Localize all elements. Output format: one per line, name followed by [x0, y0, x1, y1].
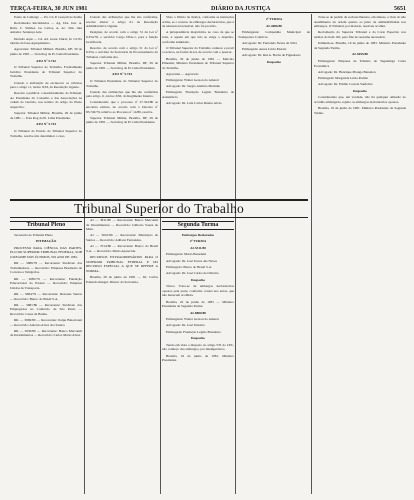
paragraph: AI-5311/80: [190, 245, 206, 250]
paragraph: O Tribunal Presidente do Tribunal Superior do Trabalho.: [86, 78, 158, 88]
column-3-bottom: [162, 218, 234, 494]
paragraph: AI-5055/80: [351, 52, 368, 57]
paragraph: Despacho: [353, 88, 367, 93]
paragraph: Resolve a publicar o desdobramento do Tribunal. Ao Presidente do Conselho e das Associações na ordem do vencido, nos termos do artigo do Pleno respectivo.: [10, 91, 82, 110]
paragraph: Despacho: [267, 59, 281, 64]
paragraph: O Tribunal Superior do Trabalho, Formalmente Jurídico Presidente do Tribunal Superior do Trabalho.: [10, 65, 82, 79]
paragraph: Advogado: Dr. Luiz Carlos Duarte Alves: [166, 101, 222, 106]
paragraph: INTIMAÇÃO: [35, 239, 57, 244]
header-page-number: 5651: [394, 6, 406, 12]
paragraph: Embargado: Banco do Brasil S.A.: [166, 264, 213, 269]
paragraph: Vistos. Trata-se de embargos declaratórios opostos pela parte, conforme consta nos autos, que não merecem acolhida.: [162, 284, 234, 298]
paragraph: Embargante: Companhia Municipal de Transportes Coletivos: [238, 30, 310, 39]
paragraph: Superior Tribunal Militar, Brasília, DF, 29 de junho de 1981 — Ivan Rog da Pt. Lima Presidente.: [86, 61, 158, 70]
paragraph: Embargante: Empresa de Trânsito de Taguatinga Caixa Econômica: [314, 58, 406, 68]
banner-title: Tribunal Superior do Trabalho: [74, 201, 244, 216]
paragraph: AI — 7014/80 — Recorrente: Banco do Brasil S.A. — Recorrido: Maria Aparecida.: [86, 244, 158, 253]
paragraph: Agravante: Tribunal Millard. Brasília, DF, 30 de junho de 1981 — Ivan Rog da Pt. Lima Presidente.: [10, 47, 82, 56]
paragraph: Usando das atribuições que lhe são conferidas pelo artigo 11, inciso XXI, do Regimento Interno.: [86, 89, 158, 99]
paragraph: Advogado: Dr. Henrique Pitanga Benadon: [318, 69, 376, 74]
paragraph: Tribunal Pleno: [10, 221, 82, 230]
paragraph: Intimem-se. Brasília, 16 de junho de 1981. Ministro Presidente da Segunda Turma.: [314, 41, 406, 50]
paragraph: O Tribunal Superior do Trabalho conhece e provê o recurso, na forma da lei, de acordo com o parecer.: [162, 45, 234, 55]
paragraph: Resolve, de acordo com o artigo 31 da Lei nº 6.354, o servidor da Secretaria de Processamento do Tribunal, conforme Ato.: [86, 45, 158, 59]
paragraph: Trata-se de pedido de esclarecimentos, em síntese, a vista do não atendimento de ordem quanto ao juízo de admissibilidade nos embargos. O Tribunal, por maioria, resolveu acolher.: [314, 15, 406, 29]
paragraph: Usando a atribuição de esclarecer os cálculos para o artigo 11, inciso XXI, da Resolução vigente.: [10, 80, 82, 90]
paragraph: PROCESSO PARA CIÊNCIA DAS PARTES, ELO DO SUPERIOR TRIBUNAL FEDERAL, SOB O REGIME DOS ÚLTIMOS, NO ANO DE 1981.: [10, 245, 82, 259]
paragraph: ATO Nº 5.744: [112, 72, 132, 77]
column-rule: [235, 14, 236, 494]
paragraph: Brasília, 16 de junho de 1981. Ministro Presidente da Segunda Turma.: [314, 106, 406, 115]
paragraph: Embargante: Mario Benedetti: [166, 252, 207, 257]
paragraph: RR — 3686/79 — Recorrente: Sindicato dos Trabalhadores — Recorrido: Empresa Brasileira de Correios e Telégrafos.: [10, 261, 82, 275]
paragraph: Usando das atribuições que lhe são conferidas, resolve alterar o artigo 61 da Resolução Administrativa vigente.: [86, 15, 158, 29]
paragraph: Embargada: Fundação Legião Brasileira: [166, 329, 221, 334]
column-1-top: [10, 15, 82, 197]
paragraph: Embargante: Walter Gerson do Amaral: [166, 317, 219, 322]
paragraph: Brasília, 22 de junho de 1981 — Ministro Presidente da Segunda Turma.: [162, 299, 234, 309]
column-2-top: [86, 15, 158, 197]
header-title: DIÁRIO DA JUSTIÇA: [211, 6, 271, 12]
paragraph: Designar, de acordo com o artigo 31 da Lei nº 6.354/76, o servidor Cargo DSA-1, para a função Gratificada.: [86, 30, 158, 44]
paragraph: AI-4686/80: [265, 23, 282, 28]
paragraph: 2ª TURMA: [265, 17, 283, 21]
column-5: [314, 15, 406, 494]
paragraph: Advogado: Dr. José Teixeira: [166, 323, 205, 328]
paragraph: Ponto de Camargo — Pá. Cd. P. Gonçalves Zenha: [14, 15, 82, 19]
paragraph: AI-8880/80: [189, 310, 206, 315]
paragraph: Embargante: Walter Gerson do Amaral: [166, 78, 219, 83]
column-2-bottom: [86, 218, 158, 494]
paragraph: Decisão Aqui — Cd. Ad. Gonz. Durai, D. Cd Pó tabelas da base Agrupamento.: [10, 36, 82, 46]
paragraph: Advogado: Dr. Fernando Neves da Silva: [242, 40, 297, 45]
paragraph: RR — 3650/80 — Recorrente: Banco Mercantil de Investimentos — Recorrido: Carlos Mario Alves.: [10, 328, 82, 338]
paragraph: Agravante — Agravado: [166, 71, 199, 76]
paragraph: Brasília, 29 de junho de 1981 — Dr. Carlos Eduardo Rangel, Diretor da Secretaria.: [86, 274, 158, 284]
paragraph: RR — 3669/80 — Recorrente: Itaipu Binacional — Recorrido: Antonio Alves dos Santos.: [10, 318, 82, 327]
paragraph: RR — 3681/80 — Recorrente: Sindicato dos Empregados no Comércio de São Paulo — Recorrido: Casas da Banha.: [10, 302, 82, 316]
tribunal-banner: [10, 199, 308, 218]
paragraph: ATO Nº 5.742: [36, 58, 56, 63]
paragraph: Advogado: Dr. Sergio Antônio Marinho: [166, 84, 221, 89]
paragraph: Brasília, 30 de junho de 1981 — Marcelo Pimentel, Ministro Presidente do Tribunal Superior do Trabalho.: [162, 56, 234, 70]
paragraph: Visto o Diário da Justiça, conforme as instruções acima, se o recurso de embargos declaratórios, que é de natureza irrecusável, não foi provido.: [162, 15, 234, 29]
header-date: TERÇA-FEIRA, 30 JUN 1981: [10, 6, 88, 12]
paragraph: RR — 3684/79 — Recorrente: Dezonas Santos — Recorrido: Banco do Brasil S.A.: [10, 291, 82, 301]
paragraph: Reclamados Reclamados — Ag. Dra. Jurí. A. Rubs. C. Simões. Go Carlos, A. Ac. Sim. Juiz Amador. Sentença Arte.: [10, 21, 82, 35]
paragraph: Embargos Declarados: [182, 232, 214, 237]
paragraph: RECURSOS EXTRAORDINÁRIOS PARA O SUPERIOR TRIBUNAL FEDERAL E DO RECURSO ESPECIAL A QUE SE REFERE A NORMA.: [86, 254, 158, 273]
paragraph: Reclamação do Superior Tribunal e da Corte Especial, nos termos do item 102, para fins de reexame necessário.: [314, 30, 406, 39]
paragraph: AI — 3811/80 — Recorrente: Banco Mercantil de Investimentos — Recorrido: Gilberto Souza de Melo.: [86, 218, 158, 232]
column-rule: [160, 14, 161, 494]
paragraph: Advogado: Dr. José Torres das Neves: [166, 258, 217, 263]
paragraph: Considerando que, em verdade, não há qualquer omissão no acórdão embargado, rejeito os embargos declaratórios opostos.: [314, 95, 406, 104]
column-rule: [84, 14, 85, 494]
column-3-top: [162, 15, 234, 197]
paragraph: Advogado: Dr. Emílio Correia Sanfelice: [318, 82, 373, 87]
paragraph: Superior Tribunal Militar, Brasília, 29 de junho de 1981 — Ivan Rog da Pt. Lima Presidente.: [10, 111, 82, 120]
paragraph: ATO Nº 5.743: [36, 122, 56, 127]
paragraph: AI — 3010/80 — Recorrente: Município de Santos — Recorrido: Adilson Fernandes.: [86, 233, 158, 242]
column-rule: [311, 14, 312, 494]
column-1-bottom: [10, 218, 82, 494]
paragraph: 2ª TURMA: [189, 239, 207, 244]
paragraph: A jurisprudência majoritária, no caso de que se trata, é aquele em que não se exige o depósito, conforme sumulado.: [162, 30, 234, 44]
paragraph: Brasília, 16 de junho de 1981. Ministro Presidente.: [162, 353, 234, 363]
paragraph: Advogado: Dr. José Carlos de Oliveira: [166, 270, 219, 275]
paragraph: Tendo em vista o disposto no artigo 535 do CPC, não conheço dos embargos, por intempestivos.: [162, 342, 234, 352]
paragraph: O Tribunal do Estado do Tribunal Superior do Trabalho, resolve não determinar o caso.: [10, 129, 82, 138]
column-4: [238, 15, 310, 197]
paragraph: Despacho: [191, 336, 205, 341]
paragraph: Segunda Turma: [162, 221, 234, 230]
paragraph: RR — 3685/79 — Recorrente: Fundação Educacional do Paraná — Recorrido: Empresa Unidos de Transporte.: [10, 276, 82, 290]
paragraph: Considerando que o processo nº 27.324/80 se encontra extinto, de acordo com o Decreto nº 83.740/79, relativo ao Processo nº 14/80, resolve.: [86, 100, 158, 114]
paragraph: Embargada: Fundação Legião Brasileira de Assistência: [162, 90, 234, 100]
paragraph: Embargada: Aurea Lúcia Morais: [242, 47, 287, 52]
paragraph: Advogado: Dr. Rui A. Borba de Figueiredo: [242, 53, 301, 58]
paragraph: Embargada: Margarida Lúcia Pombo: [318, 75, 369, 80]
paragraph: Superior Tribunal Militar, Brasília, DF, 29 de junho de 1981 — Ivan Rog da Pt. Lima Presidente.: [86, 115, 158, 125]
page-header: [10, 3, 406, 13]
paragraph: Despacho: [191, 277, 205, 282]
paragraph: Secretaria do Tribunal Pleno: [14, 232, 53, 237]
